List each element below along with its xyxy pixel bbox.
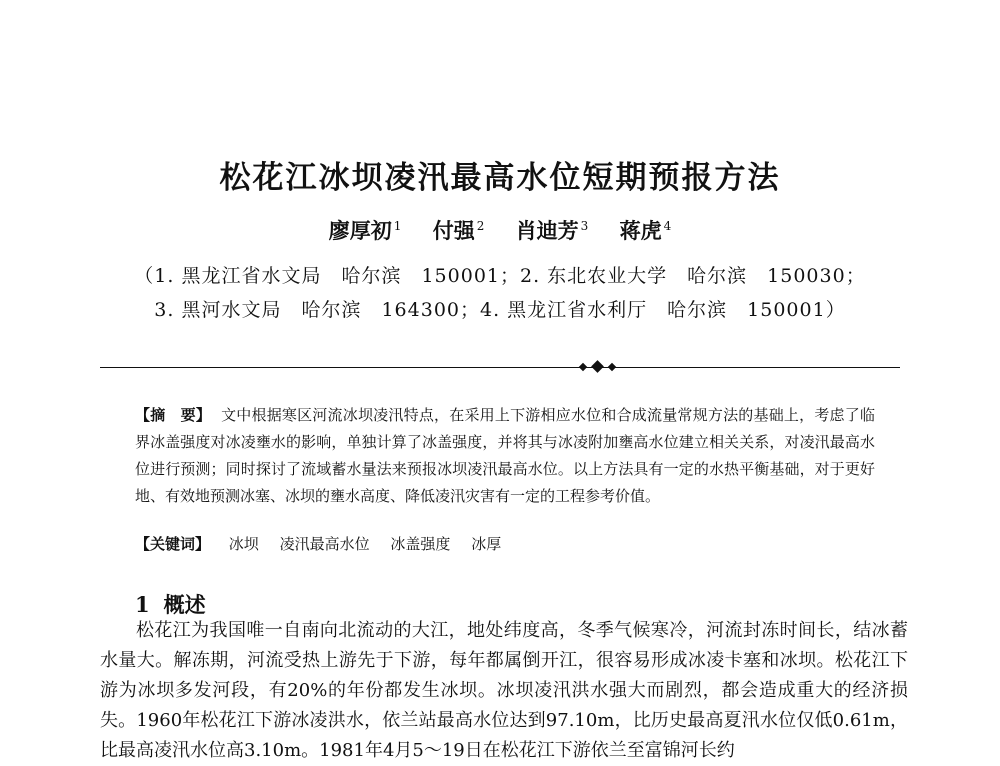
author-affiliation-mark: 2 bbox=[476, 219, 485, 233]
abstract bbox=[135, 402, 875, 510]
keyword: 冰厚 bbox=[471, 535, 502, 553]
keyword: 冰坝 bbox=[228, 535, 259, 553]
author bbox=[329, 215, 402, 245]
author-affiliation-mark: 1 bbox=[393, 219, 402, 233]
abstract-text: 文中根据寒区河流冰坝凌汛特点，在采用上下游相应水位和合成流量常规方法的基础上，考虑了临界冰盖强度对冰凌壅水的影响，单独计算了冰盖强度，并将其与冰凌附加壅高水位建立相关关系，对凌汛最高水位进行预测；同时探讨了流域蓄水量法来预报冰坝凌汛最高水位。以上方法具有一定的水热平衡基础，对于更好地、有效地预测冰塞、冰坝的壅水高度、降低凌汛灾害有一定的工程参考价值。 bbox=[135, 406, 875, 505]
section-title: 概述 bbox=[163, 592, 206, 617]
paper-title: 松花江冰坝凌汛最高水位短期预报方法 bbox=[219, 160, 781, 196]
author-name: 付强 bbox=[432, 218, 475, 243]
author-affiliation-mark: 3 bbox=[580, 219, 589, 233]
author-name: 廖厚初 bbox=[328, 218, 392, 243]
section-body-text: 松花江为我国唯一自南向北流动的大江，地处纬度高，冬季气候寒冷，河流封冻时间长，结冰蓄水量大。解冻期，河流受热上游先于下游，每年都属倒开江，很容易形成冰凌卡塞和冰坝。松花江下游为冰坝多发河段，有20%的年份都发生冰坝。冰坝凌汛洪水强大而剧烈，都会造成重大的经济损失。1960年松花江下游冰凌洪水，依兰站最高水位达到97.10m，比历史最高夏汛水位仅低0.61m，比最高凌汛水位高3.10m。1981年4月5～19日在松花江下游依兰至富锦河长约 bbox=[100, 620, 908, 761]
section-heading bbox=[135, 589, 206, 619]
divider-ornament-right bbox=[608, 363, 616, 371]
keyword: 凌汛最高水位 bbox=[279, 535, 370, 553]
author-list bbox=[0, 215, 1000, 245]
author bbox=[516, 215, 589, 245]
affiliation-line-1: （1. 黑龙江省水文局 哈尔滨 150001；2. 东北农业大学 哈尔滨 150030； bbox=[134, 265, 866, 287]
author-name: 肖迪芳 bbox=[515, 218, 579, 243]
author bbox=[433, 215, 485, 245]
author bbox=[620, 215, 672, 245]
divider-ornament-left bbox=[579, 363, 587, 371]
divider-diamond bbox=[591, 360, 604, 373]
keyword: 冰盖强度 bbox=[390, 535, 451, 553]
author-affiliation-mark: 4 bbox=[663, 219, 672, 233]
ornamental-divider bbox=[100, 367, 900, 369]
abstract-label: 【摘 要】 bbox=[135, 406, 212, 424]
section-number: 1 bbox=[135, 592, 150, 617]
divider-line bbox=[100, 367, 900, 368]
author-name: 蒋虎 bbox=[619, 218, 662, 243]
keywords-label: 【关键词】 bbox=[135, 535, 211, 553]
affiliation-line-2: 3. 黑河水文局 哈尔滨 164300；4. 黑龙江省水利厅 哈尔滨 150001） bbox=[154, 299, 846, 321]
keywords bbox=[135, 533, 875, 554]
